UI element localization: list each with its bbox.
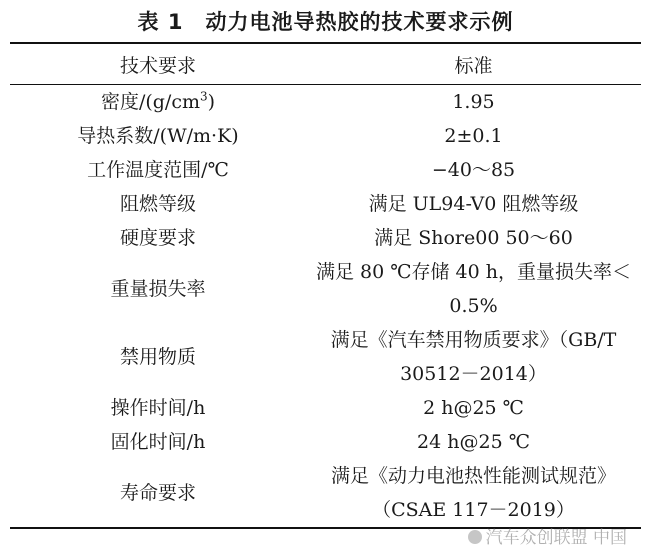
cell-requirement: 固化时间/h bbox=[110, 431, 206, 453]
table-row bbox=[10, 323, 641, 391]
table-row bbox=[10, 85, 641, 120]
cell-standard: 1.95 bbox=[452, 91, 495, 113]
table-number: 表 1 bbox=[137, 10, 184, 34]
cell-standard: 2 h@25 ℃ bbox=[423, 397, 524, 419]
cell-standard: 满足 80 ℃存储 40 h，重量损失率＜0.5% bbox=[315, 261, 631, 317]
watermark-text: 汽车众创联盟 中国 bbox=[485, 528, 627, 548]
cell-requirement: 工作温度范围/℃ bbox=[87, 159, 229, 181]
cell-requirement: 硬度要求 bbox=[119, 227, 196, 249]
cell-requirement: 重量损失率 bbox=[110, 278, 206, 300]
table-row bbox=[10, 425, 641, 459]
table-row bbox=[10, 119, 641, 153]
cell-requirement: 导热系数/(W/m·K) bbox=[77, 125, 239, 147]
cell-standard: 满足《汽车禁用物质要求》（GB/T 30512－2014） bbox=[330, 329, 617, 385]
cell-standard: −40～85 bbox=[431, 159, 516, 181]
density-label: 密度/(g/cm bbox=[100, 91, 200, 113]
table-row bbox=[10, 153, 641, 187]
density-label-end: ) bbox=[207, 91, 216, 113]
cell-standard: 满足《动力电池热性能测试规范》（CSAE 117－2019） bbox=[306, 459, 641, 528]
table-row bbox=[10, 459, 641, 528]
watermark-logo-icon bbox=[468, 530, 482, 544]
cell-requirement: 操作时间/h bbox=[110, 397, 206, 419]
table-title bbox=[0, 6, 651, 36]
cell-requirement: 禁用物质 bbox=[119, 346, 196, 368]
header-requirement: 技术要求 bbox=[10, 43, 306, 85]
spec-table bbox=[10, 42, 641, 529]
table-caption: 动力电池导热胶的技术要求示例 bbox=[205, 10, 514, 34]
cell-standard: 2±0.1 bbox=[444, 125, 503, 147]
cell-requirement bbox=[10, 85, 306, 120]
density-unit-sup: 3 bbox=[199, 89, 208, 104]
table-row bbox=[10, 221, 641, 255]
table-row bbox=[10, 187, 641, 221]
table-row bbox=[10, 391, 641, 425]
cell-standard: 24 h@25 ℃ bbox=[417, 431, 530, 453]
cell-standard: 满足 Shore00 50～60 bbox=[374, 227, 573, 249]
cell-requirement: 寿命要求 bbox=[10, 459, 306, 528]
header-row bbox=[10, 43, 641, 85]
cell-standard: 满足 UL94-V0 阻燃等级 bbox=[368, 193, 579, 215]
header-standard: 标准 bbox=[306, 43, 641, 85]
table-row bbox=[10, 255, 641, 323]
cell-requirement: 阻燃等级 bbox=[119, 193, 196, 215]
